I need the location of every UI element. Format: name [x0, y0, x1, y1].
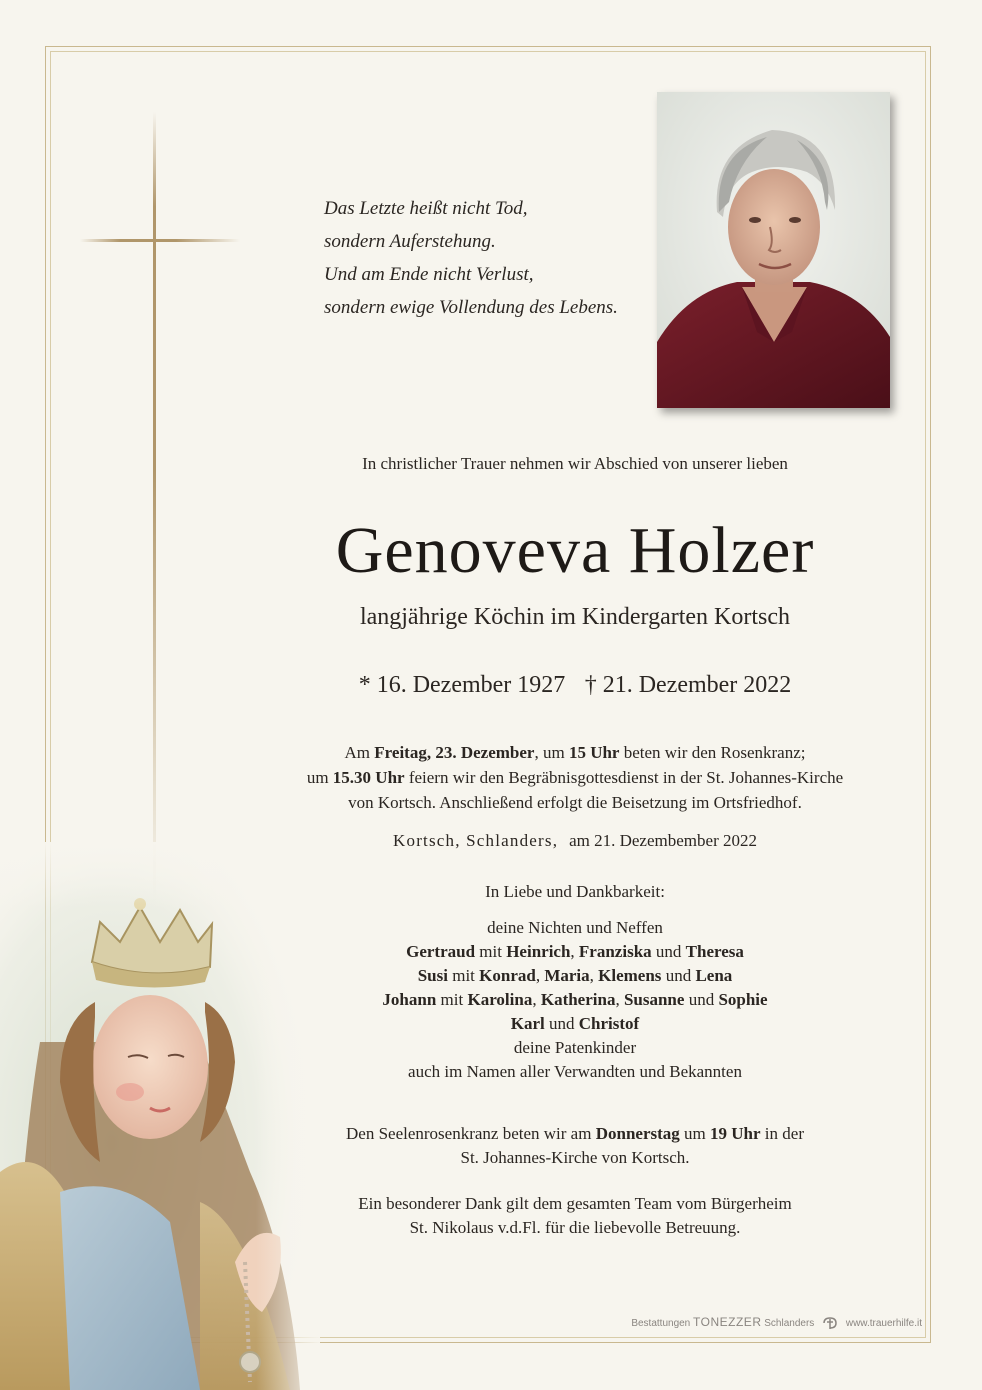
- relative-name: Christof: [578, 1014, 640, 1033]
- rosary-line: St. Johannes-Kirche von Kortsch.: [460, 1148, 690, 1167]
- relative-name: Susi: [417, 966, 448, 985]
- text: Am: [344, 743, 375, 762]
- deceased-occupation: langjährige Köchin im Kindergarten Kortsch: [359, 604, 791, 630]
- rosary-day: Donnerstag: [595, 1124, 680, 1143]
- intro-text: In christlicher Trauer nehmen wir Abschied von unserer lieben: [362, 454, 788, 473]
- ceremony-day: Freitag, 23. Dezember: [374, 743, 535, 762]
- relative-name: Sophie: [718, 990, 768, 1009]
- trauerhilfe-logo-icon: [821, 1316, 839, 1330]
- text: mit: [436, 990, 468, 1009]
- place-location: Kortsch, Schlanders,: [393, 831, 559, 850]
- text: um: [679, 1124, 711, 1143]
- poem-line: Das Letzte heißt nicht Tod,: [324, 198, 528, 219]
- madonna-image: [0, 842, 320, 1390]
- cross-icon-bar: [80, 239, 240, 242]
- family-line: [240, 1012, 910, 1036]
- poem-line: sondern ewige Vollendung des Lebens.: [324, 297, 618, 318]
- rosary-time: 15 Uhr: [568, 743, 620, 762]
- poem-line: Und am Ende nicht Verlust,: [324, 264, 534, 285]
- relative-name: Klemens: [598, 966, 662, 985]
- text: , um: [534, 743, 569, 762]
- family-line: deine Patenkinder: [513, 1038, 637, 1057]
- ceremony-line: [240, 740, 910, 765]
- text: um: [306, 768, 333, 787]
- text: ,: [589, 966, 599, 985]
- ceremony-line: von Kortsch. Anschließend erfolgt die Beisetzung im Ortsfriedhof.: [348, 793, 802, 812]
- text: ,: [535, 966, 545, 985]
- family-line: [240, 964, 910, 988]
- text: beten wir den Rosenkranz;: [619, 743, 806, 762]
- text: Den Seelenrosenkranz beten wir am: [346, 1124, 596, 1143]
- death-date: † 21. Dezember 2022: [584, 672, 792, 698]
- poem-line: sondern Auferstehung.: [324, 231, 496, 252]
- text: und: [661, 966, 696, 985]
- text: in der: [760, 1124, 804, 1143]
- relative-name: Johann: [382, 990, 437, 1009]
- poem: [324, 192, 664, 324]
- relative-name: Karolina: [467, 990, 533, 1009]
- footer-brand: TONEZZER: [693, 1315, 762, 1329]
- deceased-name: Genoveva Holzer: [335, 514, 815, 587]
- funeral-time: 15.30 Uhr: [332, 768, 405, 787]
- text: ,: [570, 942, 579, 961]
- thanks-heading: In Liebe und Dankbarkeit:: [485, 882, 665, 901]
- cross-icon: [153, 112, 156, 902]
- ceremony-details: [240, 740, 910, 815]
- special-thanks: [240, 1192, 910, 1240]
- relative-name: Heinrich: [506, 942, 571, 961]
- text: und: [544, 1014, 579, 1033]
- relative-name: Maria: [544, 966, 590, 985]
- relative-name: Katherina: [540, 990, 616, 1009]
- relative-name: Gertraud: [406, 942, 476, 961]
- rosary-hour: 19 Uhr: [710, 1124, 761, 1143]
- family-line: [240, 940, 910, 964]
- relative-name: Theresa: [685, 942, 744, 961]
- relative-name: Susanne: [623, 990, 685, 1009]
- footer-prefix: Bestattungen: [631, 1318, 691, 1329]
- footer-town: Schlanders: [764, 1318, 815, 1329]
- family-line: deine Nichten und Neffen: [487, 918, 663, 937]
- life-dates: [240, 672, 910, 699]
- family-list: [240, 916, 910, 1084]
- thanks-line: Ein besonderer Dank gilt dem gesamten Team vom Bürgerheim: [358, 1194, 792, 1213]
- birth-date: * 16. Dezember 1927: [358, 672, 566, 698]
- text: und: [651, 942, 686, 961]
- footer-credit: [631, 1315, 922, 1330]
- family-line: [240, 988, 910, 1012]
- rosary-line: [240, 1122, 910, 1146]
- text: mit: [475, 942, 507, 961]
- portrait-photo: [657, 92, 890, 408]
- text: und: [684, 990, 719, 1009]
- ceremony-line: [240, 765, 910, 790]
- place-and-date: [240, 831, 910, 851]
- text: mit: [447, 966, 480, 985]
- relative-name: Lena: [695, 966, 733, 985]
- text: ,: [615, 990, 624, 1009]
- text: feiern wir den Begräbnisgottesdienst in der St. Johannes-Kirche: [404, 768, 844, 787]
- relative-name: Franziska: [578, 942, 652, 961]
- place-date: am 21. Dezembember 2022: [569, 831, 757, 850]
- relative-name: Karl: [510, 1014, 545, 1033]
- footer-url[interactable]: www.trauerhilfe.it: [845, 1318, 922, 1329]
- rosary-notice: [240, 1122, 910, 1170]
- family-line: auch im Namen aller Verwandten und Bekannten: [408, 1062, 742, 1081]
- thanks-line: St. Nikolaus v.d.Fl. für die liebevolle Betreuung.: [409, 1218, 741, 1237]
- text: ,: [532, 990, 541, 1009]
- relative-name: Konrad: [479, 966, 536, 985]
